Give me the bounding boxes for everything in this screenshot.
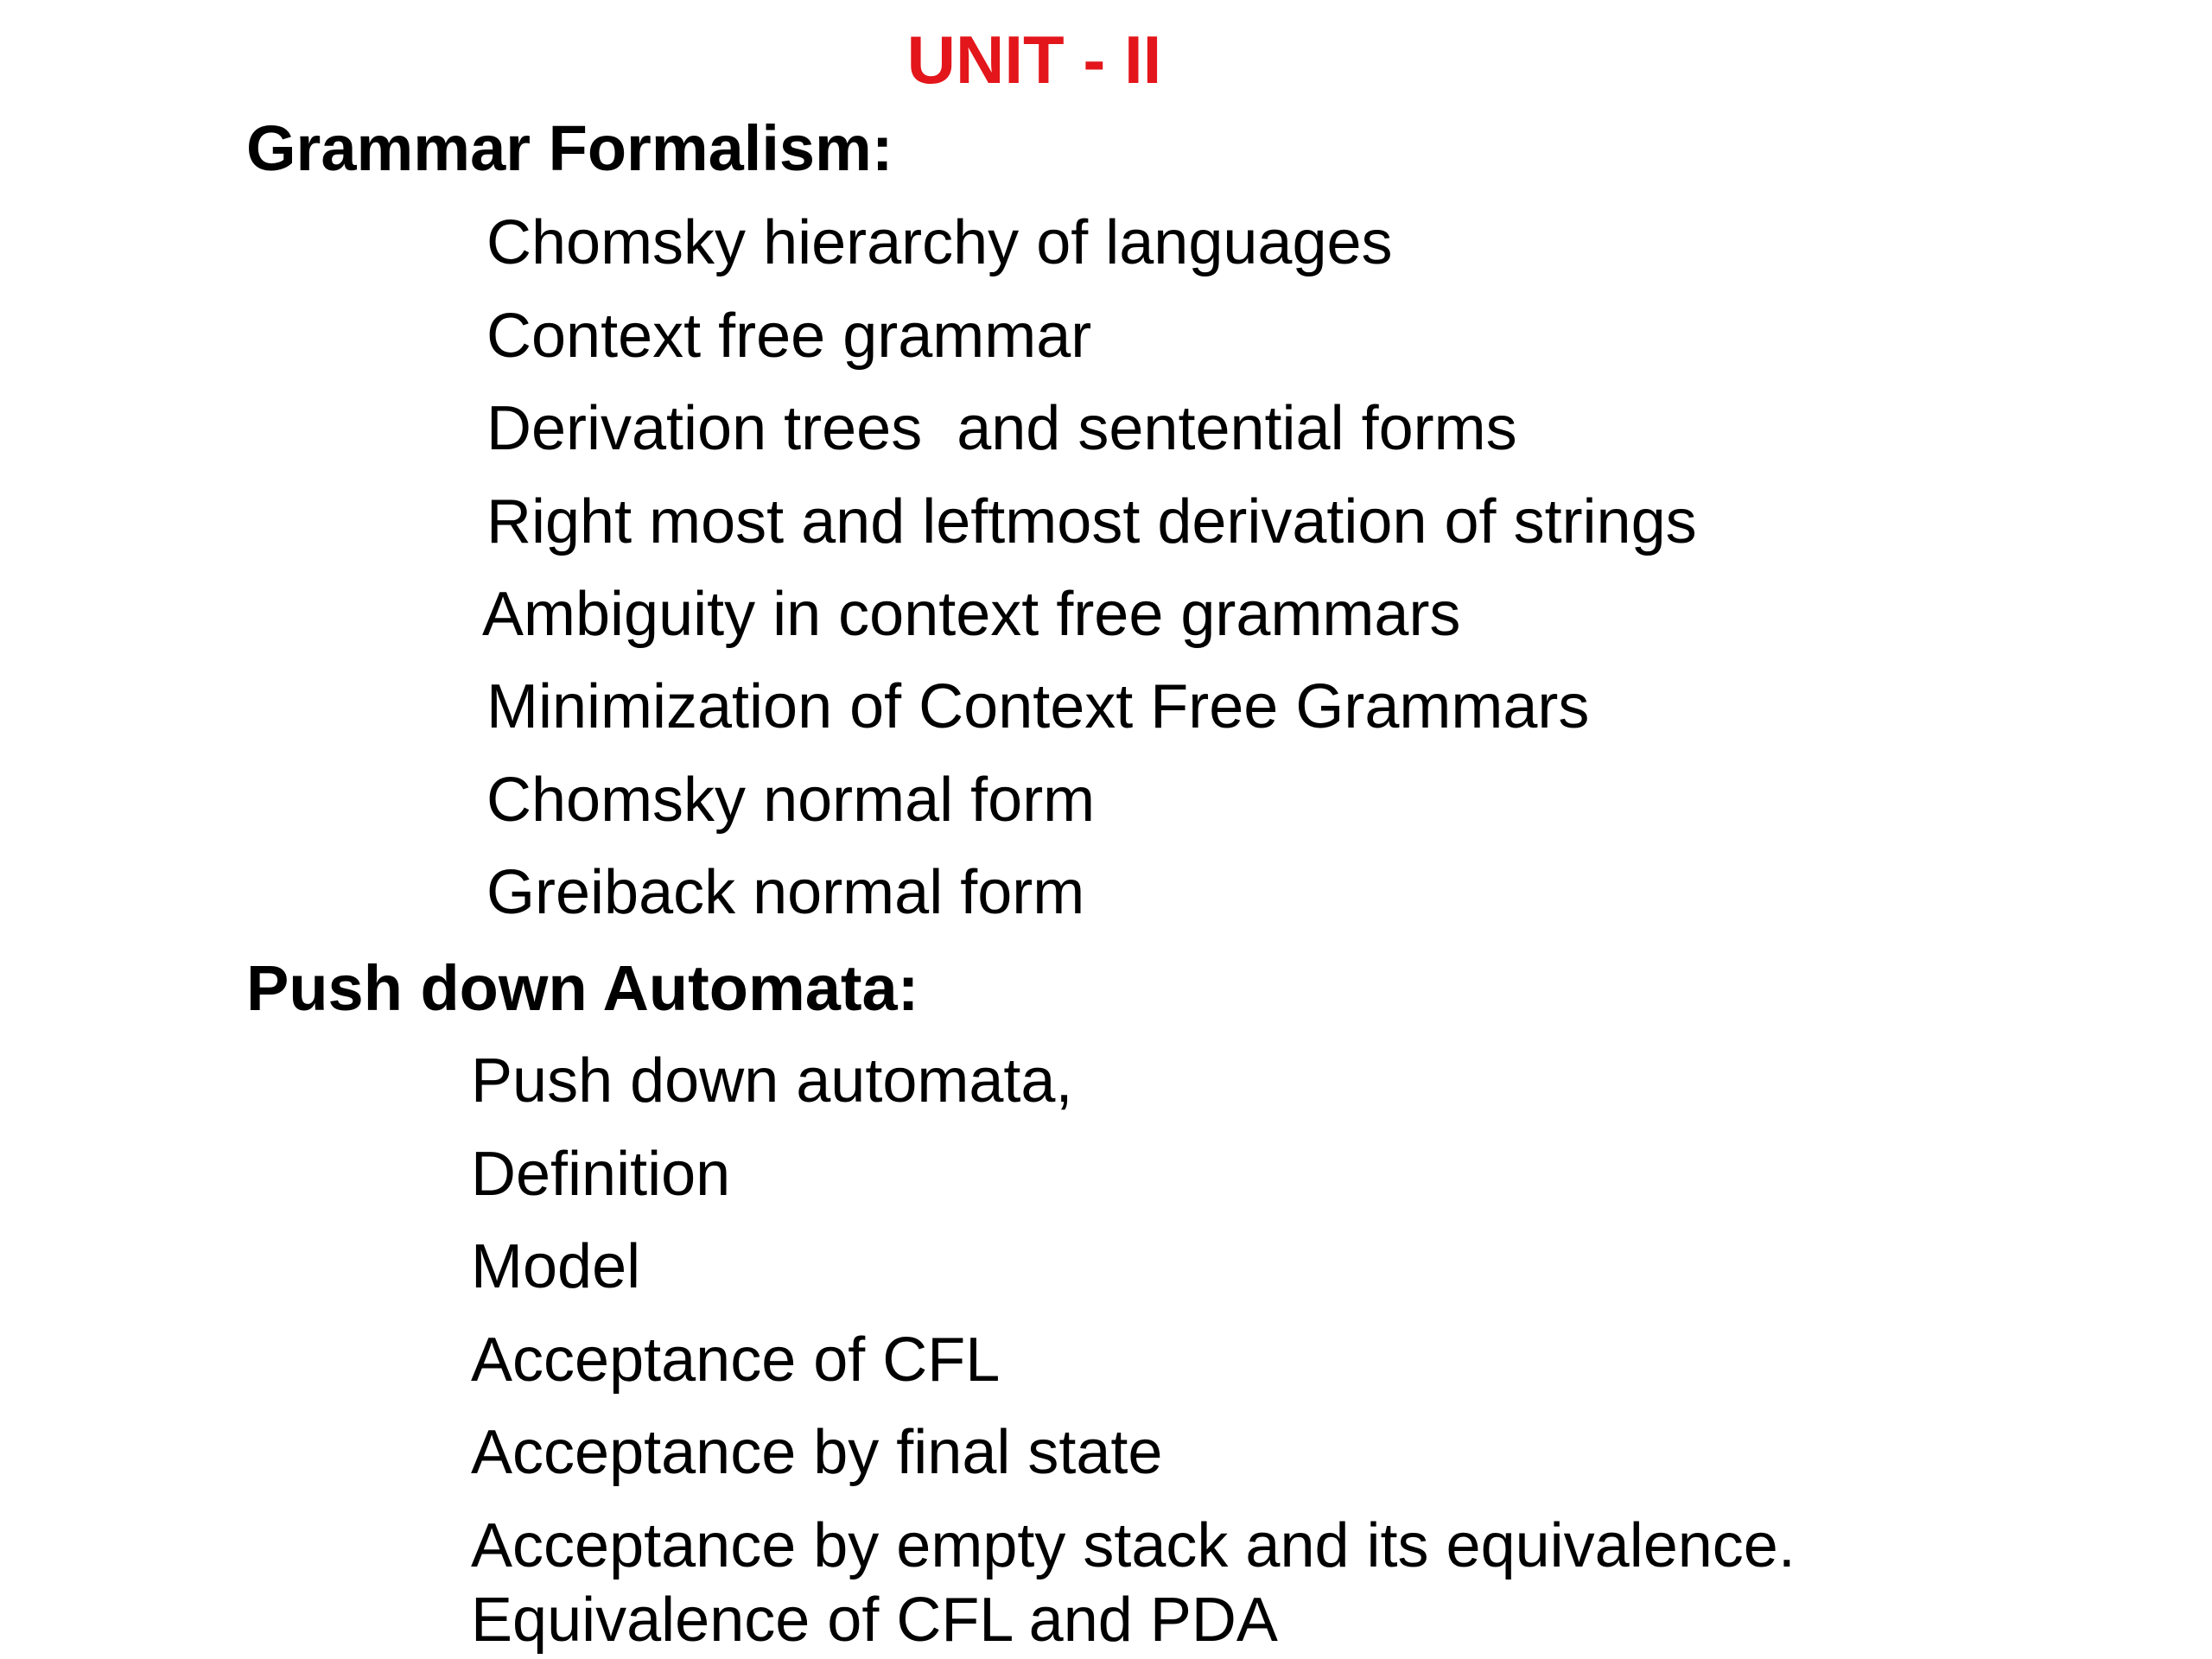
- list-item: Greiback normal form: [486, 858, 1085, 927]
- list-item: Equivalence of CFL and PDA: [471, 1586, 1278, 1655]
- list-item: Chomsky hierarchy of languages: [486, 208, 1393, 277]
- unit-title: UNIT - II: [906, 22, 1162, 98]
- list-item: Right most and leftmost derivation of strings: [486, 487, 1697, 556]
- list-item: Context free grammar: [486, 302, 1092, 371]
- list-item: Derivation trees and sentential forms: [486, 394, 1517, 463]
- list-item: Definition: [471, 1140, 731, 1209]
- list-item: Model: [471, 1232, 641, 1301]
- list-item: Push down automata,: [471, 1046, 1073, 1116]
- section-heading-push-down-automata: Push down Automata:: [246, 952, 919, 1024]
- list-item: Acceptance by final state: [471, 1418, 1163, 1487]
- list-item: Acceptance by empty stack and its equivalence.: [471, 1511, 1796, 1580]
- list-item: Acceptance of CFL: [471, 1325, 1001, 1395]
- list-item: Ambiguity in context free grammars: [482, 580, 1461, 649]
- section-heading-grammar-formalism: Grammar Formalism:: [246, 112, 893, 184]
- list-item: Minimization of Context Free Grammars: [486, 672, 1590, 741]
- list-item: Chomsky normal form: [486, 766, 1096, 835]
